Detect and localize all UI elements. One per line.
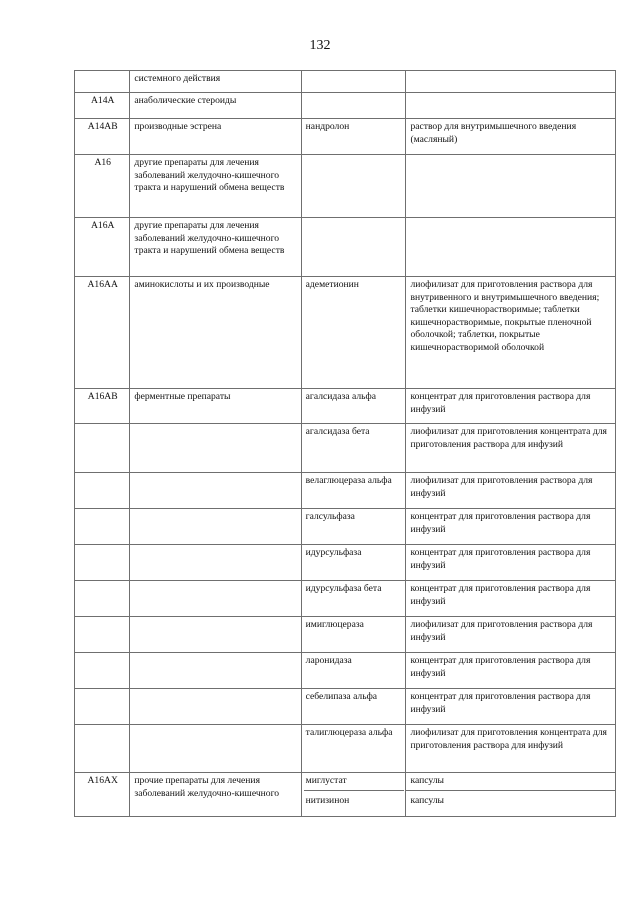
- page-number: 132: [309, 38, 331, 53]
- dosage-form-cell: концентрат для приготовления раствора для инфузий: [406, 509, 616, 545]
- table-row: [75, 725, 616, 773]
- group-name-cell: системного действия: [130, 71, 301, 93]
- inn-cell: ларонидаза: [301, 653, 406, 689]
- table-row: [75, 389, 616, 424]
- table-row: [75, 653, 616, 689]
- atc-code-cell: [75, 424, 130, 473]
- atc-code-cell: A14AB: [75, 119, 130, 155]
- table-row: [75, 473, 616, 509]
- atc-code-cell: [75, 473, 130, 509]
- dosage-form-cell: [406, 773, 616, 817]
- inn-line: миглустат: [305, 775, 347, 786]
- inn-cell: [301, 71, 406, 93]
- dosage-form-cell: лиофилизат для приготовления концентрата для приготовления раствора для инфузий: [406, 725, 616, 773]
- table-row: [75, 119, 616, 155]
- group-name-cell: производные эстрена: [130, 119, 301, 155]
- table-row: [75, 71, 616, 93]
- inn-cell: велаглюцераза альфа: [301, 473, 406, 509]
- table-row: [75, 617, 616, 653]
- atc-code-cell: [75, 509, 130, 545]
- group-name-cell: [130, 473, 301, 509]
- inn-cell: агалсидаза альфа: [301, 389, 406, 424]
- atc-code-cell: [75, 71, 130, 93]
- dosage-form-cell: лиофилизат для приготовления раствора для внутривенного и внутримышечного введения; таблетки кишечнорастворимые; таблетки кишечнорастворимые, покрытые пленочной оболочкой; таблетки, покрытые кишечнорастворимой оболочкой: [406, 277, 616, 389]
- atc-code-cell: A16AX: [75, 773, 130, 817]
- group-name-cell: [130, 617, 301, 653]
- atc-code-cell: [75, 653, 130, 689]
- atc-code-cell: A16AA: [75, 277, 130, 389]
- group-name-cell: [130, 581, 301, 617]
- dosage-form-cell: концентрат для приготовления раствора для инфузий: [406, 545, 616, 581]
- dosage-form-line: капсулы: [410, 775, 444, 786]
- atc-code-cell: A14A: [75, 93, 130, 119]
- group-name-cell: аминокислоты и их производные: [130, 277, 301, 389]
- table-row: [75, 545, 616, 581]
- dosage-form-line: капсулы: [406, 790, 615, 808]
- table-row: [75, 581, 616, 617]
- inn-cell: талиглюцераза альфа: [301, 725, 406, 773]
- inn-cell: [301, 218, 406, 277]
- table-row: [75, 424, 616, 473]
- group-name-cell: [130, 689, 301, 725]
- inn-cell: галсульфаза: [301, 509, 406, 545]
- table-row: [75, 155, 616, 218]
- dosage-form-cell: концентрат для приготовления раствора для инфузий: [406, 689, 616, 725]
- group-name-cell: [130, 509, 301, 545]
- drug-table: [74, 70, 616, 817]
- atc-code-cell: [75, 545, 130, 581]
- group-name-cell: [130, 653, 301, 689]
- group-name-cell: [130, 424, 301, 473]
- inn-cell: [301, 93, 406, 119]
- group-name-cell: другие препараты для лечения заболеваний желудочно-кишечного тракта и нарушений обмена веществ: [130, 218, 301, 277]
- inn-cell: адеметионин: [301, 277, 406, 389]
- dosage-form-cell: лиофилизат для приготовления раствора для инфузий: [406, 473, 616, 509]
- atc-code-cell: A16: [75, 155, 130, 218]
- table-row: [75, 509, 616, 545]
- group-name-cell: анаболические стероиды: [130, 93, 301, 119]
- table-row: [75, 218, 616, 277]
- inn-cell: идурсульфаза: [301, 545, 406, 581]
- dosage-form-cell: лиофилизат для приготовления раствора для инфузий: [406, 617, 616, 653]
- table-row: [75, 277, 616, 389]
- atc-code-cell: [75, 617, 130, 653]
- inn-line: нитизинон: [304, 790, 405, 808]
- table-row: [75, 689, 616, 725]
- atc-code-cell: A16A: [75, 218, 130, 277]
- inn-cell: имиглюцераза: [301, 617, 406, 653]
- atc-code-cell: [75, 581, 130, 617]
- inn-cell: идурсульфаза бета: [301, 581, 406, 617]
- atc-code-cell: [75, 725, 130, 773]
- table-row: [75, 773, 616, 817]
- group-name-cell: [130, 725, 301, 773]
- dosage-form-cell: [406, 71, 616, 93]
- dosage-form-cell: концентрат для приготовления раствора для инфузий: [406, 653, 616, 689]
- inn-cell: агалсидаза бета: [301, 424, 406, 473]
- group-name-cell: ферментные препараты: [130, 389, 301, 424]
- atc-code-cell: [75, 689, 130, 725]
- dosage-form-cell: концентрат для приготовления раствора для инфузий: [406, 389, 616, 424]
- group-name-cell: прочие препараты для лечения заболеваний желудочно-кишечного: [130, 773, 301, 817]
- group-name-cell: [130, 545, 301, 581]
- inn-cell: себелипаза альфа: [301, 689, 406, 725]
- dosage-form-cell: концентрат для приготовления раствора для инфузий: [406, 581, 616, 617]
- table-row: [75, 93, 616, 119]
- dosage-form-cell: [406, 218, 616, 277]
- group-name-cell: другие препараты для лечения заболеваний желудочно-кишечного тракта и нарушений обмена веществ: [130, 155, 301, 218]
- dosage-form-cell: лиофилизат для приготовления концентрата для приготовления раствора для инфузий: [406, 424, 616, 473]
- dosage-form-cell: [406, 155, 616, 218]
- inn-cell: нандролон: [301, 119, 406, 155]
- atc-code-cell: A16AB: [75, 389, 130, 424]
- dosage-form-cell: раствор для внутримышечного введения (масляный): [406, 119, 616, 155]
- dosage-form-cell: [406, 93, 616, 119]
- inn-cell: [301, 773, 406, 817]
- inn-cell: [301, 155, 406, 218]
